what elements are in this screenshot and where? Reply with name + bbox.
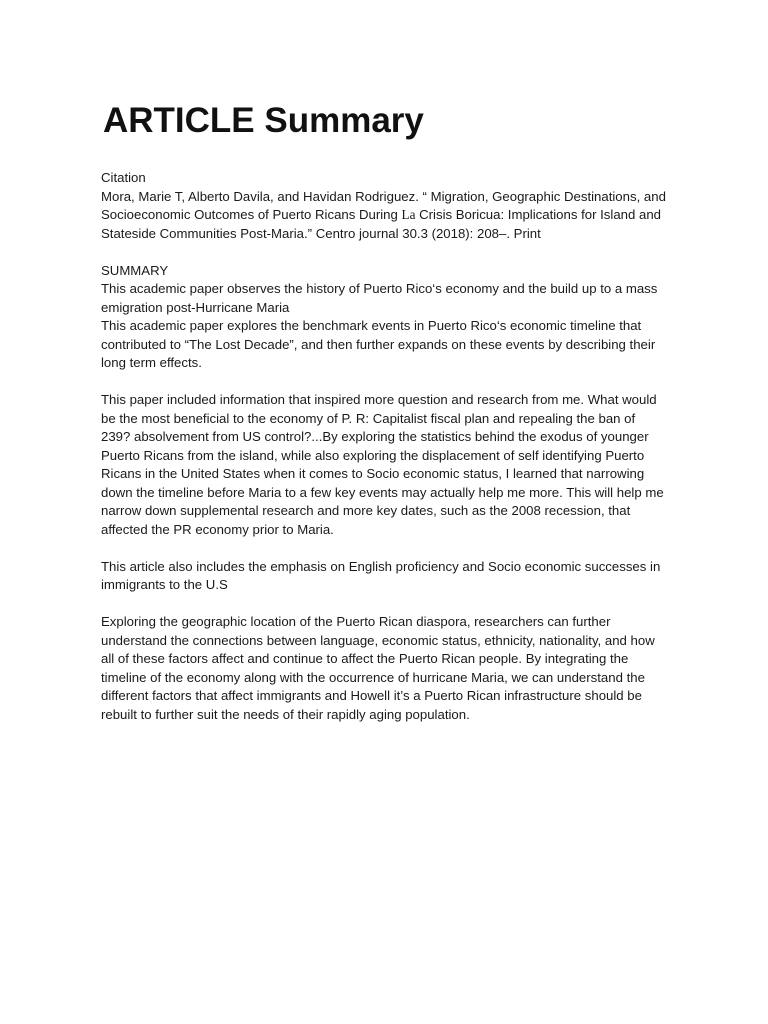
paragraph-line: 239? absolvement from US control?...By exploring the statistics behind the exodus of younger bbox=[101, 429, 649, 444]
summary-section bbox=[101, 262, 681, 373]
citation-text: Socioeconomic Outcomes of Puerto Ricans During bbox=[101, 207, 398, 222]
paragraph-line: different factors that affect immigrants and Howell it’s a Puerto Rican infrastructure should be bbox=[101, 688, 642, 703]
paragraph-line: Puerto Ricans from the island, while also exploring the displacement of self identifying Puerto bbox=[101, 447, 645, 463]
paragraph-spacer bbox=[101, 595, 681, 614]
citation-line: Stateside Communities Post-Maria.” Centro journal 30.3 (2018): 208–. Print bbox=[101, 225, 541, 241]
summary-line: This academic paper observes the history of Puerto Rico‘s economy and the build up to a mass bbox=[101, 281, 658, 296]
document-body bbox=[101, 169, 681, 724]
paragraph-line: all of these factors affect and continue to affect the Puerto Rican people. By integrating the bbox=[101, 651, 629, 666]
paragraph-line: understand the connections between language, economic status, ethnicity, nationality, and how bbox=[101, 632, 655, 648]
paragraph-line: down the timeline before Maria to a few key events may actually help me more. This will help me bbox=[101, 484, 664, 500]
summary-line: contributed to “The Lost Decade”, and then further expands on these events by describing their bbox=[101, 336, 656, 352]
paragraph-spacer bbox=[101, 539, 681, 558]
paragraph-line: This paper included information that inspired more question and research from me. What would bbox=[101, 392, 657, 407]
citation-line bbox=[101, 206, 681, 225]
summary-heading: SUMMARY bbox=[101, 262, 169, 278]
page-title: ARTICLE Summary bbox=[103, 101, 424, 140]
citation-line: Mora, Marie T, Alberto Davila, and Havidan Rodriguez. “ Migration, Geographic Destinations, and bbox=[101, 188, 666, 204]
paragraph-line: This article also includes the emphasis on English proficiency and Socio economic successes in bbox=[101, 558, 661, 574]
summary-line: This academic paper explores the benchmark events in Puerto Rico‘s economic timeline that bbox=[101, 318, 642, 333]
citation-text: Crisis Boricua: Implications for Island and bbox=[419, 207, 661, 222]
citation-section bbox=[101, 169, 681, 243]
paragraph-line: affected the PR economy prior to Maria. bbox=[101, 521, 334, 537]
diaspora-paragraph bbox=[101, 613, 681, 724]
paragraph-line: Ricans in the United States when it comes to Socio economic status, I learned that narrowing bbox=[101, 466, 645, 481]
summary-line: long term effects. bbox=[101, 355, 202, 370]
citation-heading: Citation bbox=[101, 170, 146, 185]
paragraph-line: timeline of the economy along with the occurrence of hurricane Maria, we can understand the bbox=[101, 669, 645, 685]
paragraph-line: rebuilt to further suit the needs of their rapidly aging population. bbox=[101, 706, 470, 722]
english-paragraph bbox=[101, 558, 681, 595]
paragraph-line: narrow down supplemental research and more key dates, such as the 2008 recession, that bbox=[101, 503, 631, 518]
research-paragraph bbox=[101, 391, 681, 539]
summary-line: emigration post-Hurricane Maria bbox=[101, 299, 290, 315]
paragraph-line: immigrants to the U.S bbox=[101, 577, 228, 592]
citation-text: La bbox=[401, 207, 416, 222]
paragraph-line: be the most beneficial to the economy of P. R: Capitalist fiscal plan and repealing the ban of bbox=[101, 410, 636, 426]
paragraph-spacer bbox=[101, 373, 681, 392]
paragraph-spacer bbox=[101, 243, 681, 262]
paragraph-line: Exploring the geographic location of the Puerto Rican diaspora, researchers can further bbox=[101, 614, 611, 629]
